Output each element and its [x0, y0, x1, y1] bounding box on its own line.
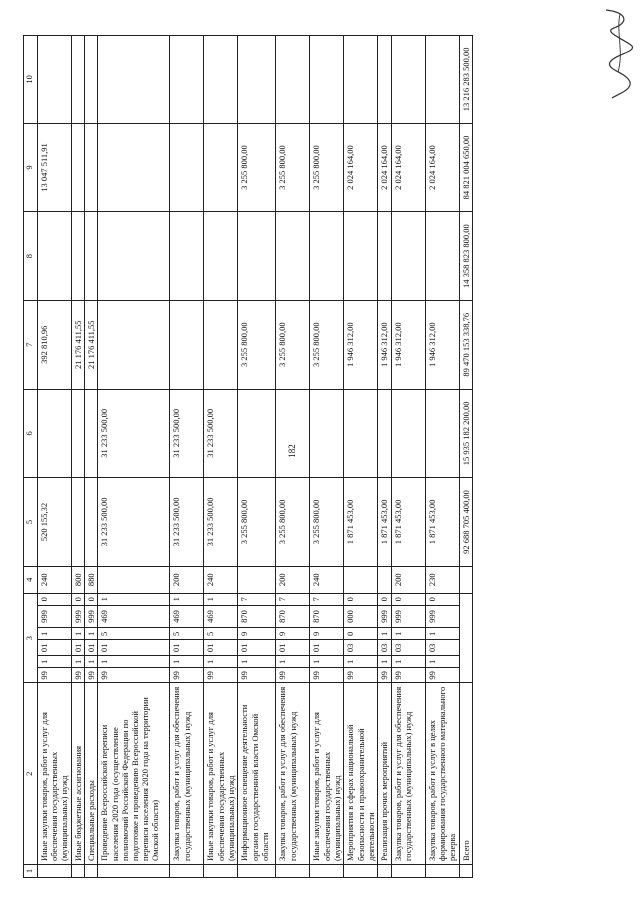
cell-c10: [204, 36, 238, 124]
cell-code-part: 99: [276, 668, 310, 683]
cell-code-part: 9: [238, 628, 276, 640]
cell-c10: [425, 36, 459, 124]
cell-code-part: 5: [170, 628, 204, 640]
cell-code-part: 999: [378, 605, 391, 628]
cell-c5: 1 871 453,00: [378, 478, 391, 567]
cell-code-part: 999: [85, 605, 98, 628]
cell-code-part: 01: [310, 640, 344, 656]
table-row: [38, 36, 72, 878]
cell-code-part: 1: [204, 593, 238, 605]
cell-code-part: 03: [425, 640, 459, 656]
cell-c5: 31 233 500,00: [204, 478, 238, 567]
cell-code-part: 0: [72, 593, 85, 605]
cell-c6: [238, 389, 276, 478]
cell-empty: [170, 865, 204, 878]
table-row: [310, 36, 344, 878]
cell-code-part: 1: [378, 656, 391, 668]
cell-c7: 392 810,96: [38, 300, 72, 389]
cell-vr: 240: [204, 566, 238, 593]
cell-c7: [170, 300, 204, 389]
cell-vr: [344, 566, 378, 593]
cell-c6: 31 233 500,00: [98, 389, 170, 478]
cell-code-part: 5: [204, 628, 238, 640]
col-header-1: 1: [24, 865, 38, 878]
cell-code-part: 1: [38, 628, 72, 640]
cell-code-part: 9: [310, 628, 344, 640]
cell-code-part: 1: [98, 593, 170, 605]
cell-code-part: 0: [344, 593, 378, 605]
cell-name: Закупка товаров, работ и услуг для обеспечения государственных (муниципальных) нужд: [170, 683, 204, 865]
cell-code-part: 0: [38, 593, 72, 605]
cell-code-part: 999: [72, 605, 85, 628]
cell-c10: [344, 36, 378, 124]
cell-code-part: 469: [98, 605, 170, 628]
table-row: [391, 36, 425, 878]
cell-c9: 2 024 164,00: [391, 123, 425, 212]
cell-c10: [238, 36, 276, 124]
cell-c9: 2 024 164,00: [378, 123, 391, 212]
cell-vr: [238, 566, 276, 593]
cell-code-part: 469: [204, 605, 238, 628]
cell-name: Информационное освещение деятельности органов государственной власти Омской области: [238, 683, 276, 865]
cell-c7: [98, 300, 170, 389]
cell-code-part: 999: [391, 605, 425, 628]
cell-empty: [72, 865, 85, 878]
col-header-3: 3: [24, 593, 38, 683]
cell-c10: [310, 36, 344, 124]
cell-c7: 3 255 800,00: [238, 300, 276, 389]
cell-code-part: 0: [425, 593, 459, 605]
cell-c6: [38, 389, 72, 478]
table-row: [425, 36, 459, 878]
cell-code-part: 01: [204, 640, 238, 656]
cell-code-part: 999: [425, 605, 459, 628]
cell-code-part: 870: [310, 605, 344, 628]
cell-c8: [378, 212, 391, 301]
cell-c10: [170, 36, 204, 124]
cell-c5: [72, 478, 85, 567]
cell-code-part: 01: [276, 640, 310, 656]
cell-c10: [378, 36, 391, 124]
cell-c8: [310, 212, 344, 301]
cell-code-part: 1: [204, 656, 238, 668]
cell-c7: 3 255 800,00: [276, 300, 310, 389]
total-c7: 89 470 153 338,76: [459, 300, 472, 389]
cell-empty: [38, 865, 72, 878]
cell-c10: [38, 36, 72, 124]
cell-code-part: 0: [378, 593, 391, 605]
cell-code-part: 1: [98, 656, 170, 668]
cell-empty: [238, 865, 276, 878]
cell-c9: [72, 123, 85, 212]
cell-code-part: 03: [378, 640, 391, 656]
cell-empty: [425, 865, 459, 878]
cell-vr: 230: [425, 566, 459, 593]
cell-code-part: 03: [391, 640, 425, 656]
cell-code-part: 7: [238, 593, 276, 605]
cell-c7: 1 946 312,00: [378, 300, 391, 389]
cell-vr: [98, 566, 170, 593]
cell-code-part: 1: [238, 656, 276, 668]
cell-c6: [344, 389, 378, 478]
cell-name: Иные закупки товаров, работ и услуг для обеспечения государственных (муниципальных) нужд: [310, 683, 344, 865]
cell-code-part: 0: [344, 628, 378, 640]
cell-empty: [344, 865, 378, 878]
cell-c8: [170, 212, 204, 301]
cell-code-part: 1: [72, 656, 85, 668]
cell-c8: [85, 212, 98, 301]
cell-c9: 3 255 800,00: [276, 123, 310, 212]
cell-c8: [238, 212, 276, 301]
cell-name: Иные бюджетные ассигнования: [72, 683, 85, 865]
cell-c7: 21 176 411,55: [72, 300, 85, 389]
cell-code-part: 1: [310, 656, 344, 668]
cell-c9: [204, 123, 238, 212]
cell-c8: [38, 212, 72, 301]
cell-name: Закупка товаров, работ и услуг для обеспечения государственных (муниципальных) нужд: [276, 683, 310, 865]
cell-name: Закупка товаров, работ и услуг в целях формирования государственного материального резерва: [425, 683, 459, 865]
cell-code-part: 0: [391, 593, 425, 605]
cell-code-part: 1: [276, 656, 310, 668]
cell-code-part: 1: [85, 628, 98, 640]
cell-c8: [425, 212, 459, 301]
cell-name: Иные закупки товаров, работ и услуг для обеспечения государственных (муниципальных) нужд: [204, 683, 238, 865]
total-row: [459, 36, 472, 878]
cell-code-part: 99: [344, 668, 378, 683]
cell-c10: [72, 36, 85, 124]
cell-code-part: 99: [378, 668, 391, 683]
cell-code-part: 1: [170, 593, 204, 605]
table-row: [238, 36, 276, 878]
total-c8: 14 358 823 800,00: [459, 212, 472, 301]
signature: [596, 2, 640, 102]
cell-vr: 200: [170, 566, 204, 593]
col-header-4: 4: [24, 566, 38, 593]
cell-name: Специальные расходы: [85, 683, 98, 865]
cell-c10: [276, 36, 310, 124]
cell-c7: 1 946 312,00: [425, 300, 459, 389]
cell-name: Проведение Всероссийской переписи населения 2020 года (осуществление полномочий Российской Федерации по подготовке и проведению Всероссийской переписи населения 2020 года на территории Омской области): [98, 683, 170, 865]
cell-c9: 13 047 511,91: [38, 123, 72, 212]
cell-c5: 3 255 800,00: [310, 478, 344, 567]
cell-vr: 880: [85, 566, 98, 593]
cell-name: Иные закупки товаров, работ и услуг для обеспечения государственных (муниципальных) нужд: [38, 683, 72, 865]
cell-code-part: 01: [85, 640, 98, 656]
cell-code-part: 99: [204, 668, 238, 683]
cell-code-part: 99: [238, 668, 276, 683]
cell-c6: [425, 389, 459, 478]
table-row: [378, 36, 391, 878]
cell-vr: [378, 566, 391, 593]
cell-code-part: 1: [425, 656, 459, 668]
cell-code-part: 99: [170, 668, 204, 683]
cell-code-part: 1: [425, 628, 459, 640]
cell-c8: [98, 212, 170, 301]
cell-code-part: 99: [425, 668, 459, 683]
cell-c5: 520 155,32: [38, 478, 72, 567]
cell-code-part: 99: [310, 668, 344, 683]
cell-empty: [276, 865, 310, 878]
total-c6: 15 935 182 200,00: [459, 389, 472, 478]
cell-code-part: 999: [38, 605, 72, 628]
table-row: [170, 36, 204, 878]
cell-code-part: 01: [38, 640, 72, 656]
cell-c5: 1 871 453,00: [344, 478, 378, 567]
table-row: [276, 36, 310, 878]
cell-code-part: 01: [170, 640, 204, 656]
cell-c6: 31 233 500,00: [204, 389, 238, 478]
table-row: [204, 36, 238, 878]
cell-name: Реализация прочих мероприятий: [378, 683, 391, 865]
total-c5: 92 688 705 400,00: [459, 478, 472, 567]
cell-code-part: 99: [391, 668, 425, 683]
cell-c9: [85, 123, 98, 212]
cell-empty: [378, 865, 391, 878]
total-c10: 13 216 283 500,00: [459, 36, 472, 124]
cell-c5: 1 871 453,00: [391, 478, 425, 567]
cell-c7: 1 946 312,00: [391, 300, 425, 389]
cell-c9: 2 024 164,00: [425, 123, 459, 212]
cell-c6: [276, 389, 310, 478]
cell-c7: [204, 300, 238, 389]
cell-c10: [391, 36, 425, 124]
cell-c5: [85, 478, 98, 567]
cell-code-part: 469: [170, 605, 204, 628]
cell-code-part: 01: [238, 640, 276, 656]
col-header-7: 7: [24, 300, 38, 389]
cell-empty: [310, 865, 344, 878]
cell-c10: [85, 36, 98, 124]
cell-code-part: 5: [98, 628, 170, 640]
col-header-9: 9: [24, 123, 38, 212]
cell-name: Закупка товаров, работ и услуг для обеспечения государственных (муниципальных) нужд: [391, 683, 425, 865]
cell-c6: [391, 389, 425, 478]
cell-c5: 1 871 453,00: [425, 478, 459, 567]
cell-c8: [72, 212, 85, 301]
cell-c8: [391, 212, 425, 301]
cell-name: Мероприятия в сферах национальной безопасности и правоохранительной деятельности: [344, 683, 378, 865]
cell-c9: 3 255 800,00: [238, 123, 276, 212]
cell-c5: 31 233 500,00: [170, 478, 204, 567]
cell-code-part: 1: [391, 656, 425, 668]
cell-c7: 1 946 312,00: [344, 300, 378, 389]
cell-empty: [204, 865, 238, 878]
cell-c5: 3 255 800,00: [276, 478, 310, 567]
cell-code-part: 1: [170, 656, 204, 668]
cell-code-part: 7: [276, 593, 310, 605]
cell-code-part: 1: [344, 656, 378, 668]
col-header-6: 6: [24, 389, 38, 478]
cell-c7: 3 255 800,00: [310, 300, 344, 389]
cell-empty: [85, 865, 98, 878]
cell-code-part: 1: [85, 656, 98, 668]
cell-c6: [310, 389, 344, 478]
cell-code-part: 7: [310, 593, 344, 605]
cell-c6: [85, 389, 98, 478]
cell-code-part: 1: [38, 656, 72, 668]
cell-code-part: 1: [378, 628, 391, 640]
cell-code-part: 99: [98, 668, 170, 683]
cell-code-part: 000: [344, 605, 378, 628]
table-row: [85, 36, 98, 878]
cell-c5: 3 255 800,00: [238, 478, 276, 567]
cell-c6: [378, 389, 391, 478]
table-row: [72, 36, 85, 878]
cell-c8: [344, 212, 378, 301]
cell-vr: 240: [38, 566, 72, 593]
cell-c9: [170, 123, 204, 212]
cell-vr: 800: [72, 566, 85, 593]
cell-code-part: 99: [85, 668, 98, 683]
col-header-8: 8: [24, 212, 38, 301]
cell-code-part: 99: [72, 668, 85, 683]
cell-code-part: 1: [72, 628, 85, 640]
col-header-10: 10: [24, 36, 38, 124]
cell-empty: [391, 865, 425, 878]
col-header-2: 2: [24, 683, 38, 865]
col-header-5: 5: [24, 478, 38, 567]
cell-code-part: 9: [276, 628, 310, 640]
cell-code-part: 870: [276, 605, 310, 628]
budget-table-rotated: [23, 35, 555, 878]
cell-c9: [98, 123, 170, 212]
budget-table: [23, 35, 473, 878]
cell-c6: [72, 389, 85, 478]
total-label: Всего: [459, 683, 472, 865]
cell-code-part: 01: [72, 640, 85, 656]
cell-code-part: 99: [38, 668, 72, 683]
table-row: [98, 36, 170, 878]
cell-c7: 21 176 411,55: [85, 300, 98, 389]
cell-code-part: 870: [238, 605, 276, 628]
cell-c5: 31 233 500,00: [98, 478, 170, 567]
cell-c8: [204, 212, 238, 301]
cell-c8: [276, 212, 310, 301]
cell-vr: 200: [391, 566, 425, 593]
table-row: [344, 36, 378, 878]
cell-c9: 3 255 800,00: [310, 123, 344, 212]
cell-vr: 200: [276, 566, 310, 593]
cell-c6: 31 233 500,00: [170, 389, 204, 478]
cell-code-part: 1: [391, 628, 425, 640]
cell-c9: 2 024 164,00: [344, 123, 378, 212]
cell-code-part: 0: [85, 593, 98, 605]
cell-vr: 240: [310, 566, 344, 593]
cell-empty: [98, 865, 170, 878]
page-number: 182: [286, 444, 297, 458]
cell-code-part: 03: [344, 640, 378, 656]
total-c9: 84 821 004 650,00: [459, 123, 472, 212]
header-row: [24, 36, 38, 878]
cell-c10: [98, 36, 170, 124]
cell-code-part: 01: [98, 640, 170, 656]
